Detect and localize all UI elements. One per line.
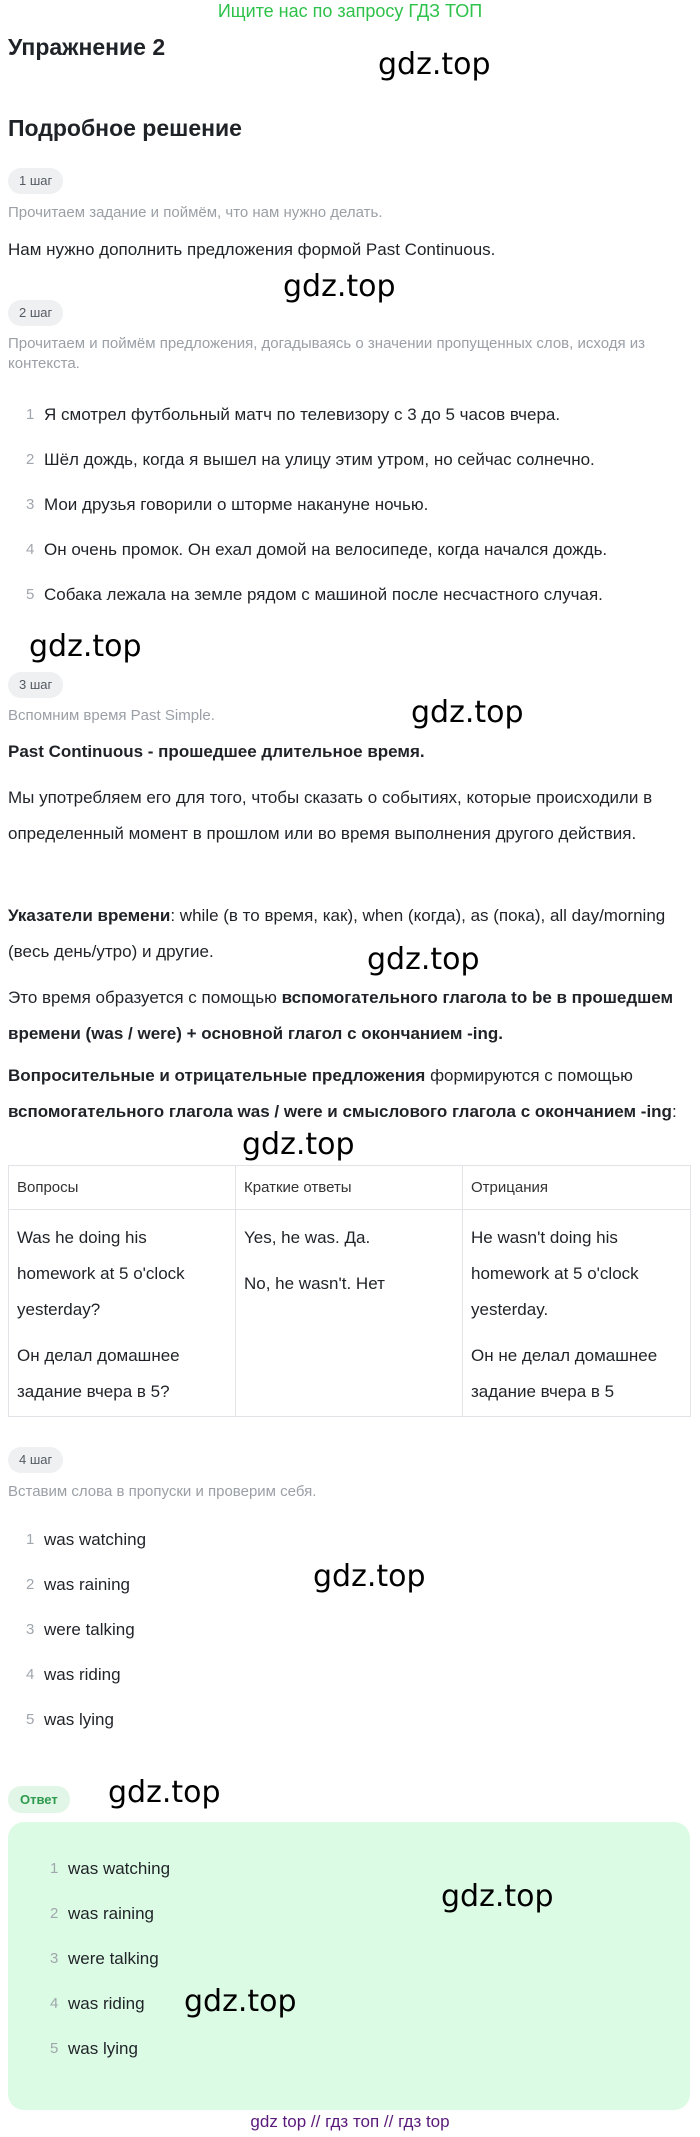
list-item: 4 Он очень промок. Он ехал домой на велосипеде, когда начался дождь. xyxy=(26,539,608,559)
table-cell: Was he doing his homework at 5 o'clock yesterday? Он делал домашнее задание вчера в 5? xyxy=(9,1210,236,1417)
list-item: 3 were talking xyxy=(50,1948,159,1968)
watermark: gdz.top xyxy=(411,695,524,730)
questions-rule: Вопросительные и отрицательные предложения формируются с помощью вспомогательного глагола was / were и смыслового глагола с окончанием -ing: xyxy=(8,1066,677,1121)
answers-list xyxy=(8,1517,688,1742)
list-item: 3 were talking xyxy=(26,1619,135,1639)
watermark: gdz.top xyxy=(378,47,491,82)
table-cell: Yes, he was. Да. No, he wasn't. Нет xyxy=(236,1210,463,1417)
answer-box xyxy=(8,1822,690,2110)
watermark: gdz.top xyxy=(367,942,480,977)
step-badge: 4 шаг xyxy=(8,1447,63,1473)
watermark: gdz.top xyxy=(108,1775,221,1810)
time-markers: Указатели времени: while (в то время, как), when (когда), as (пока), all day/morning (весь день/утро) и другие. xyxy=(8,906,666,961)
list-item: 2 was raining xyxy=(26,1574,130,1594)
list-item: 4 was riding xyxy=(26,1664,121,1684)
watermark: gdz.top xyxy=(441,1879,554,1914)
step-hint: Прочитаем задание и поймём, что нам нужно делать. xyxy=(8,204,383,221)
table-row xyxy=(9,1210,691,1417)
answer-badge: Ответ xyxy=(8,1786,70,1813)
exercise-title: Упражнение 2 xyxy=(8,34,166,60)
table-header: Краткие ответы xyxy=(236,1166,463,1210)
table-header: Вопросы xyxy=(9,1166,236,1210)
list-item: 2 Шёл дождь, когда я вышел на улицу этим утром, но сейчас солнечно. xyxy=(26,449,595,469)
table-header: Отрицания xyxy=(463,1166,691,1210)
list-item: 1 was watching xyxy=(50,1858,171,1878)
list-item: 5 was lying xyxy=(50,2038,138,2058)
list-item: 2 was raining xyxy=(50,1903,154,1923)
watermark: gdz.top xyxy=(283,269,396,304)
usage-text: Мы употребляем его для того, чтобы сказать о событиях, которые происходили в определенный момент в прошлом или во время выполнения другого действия. xyxy=(8,788,653,843)
solution-heading: Подробное решение xyxy=(8,115,242,141)
footer-links[interactable]: gdz top // гдз топ // гдз top xyxy=(250,2112,450,2131)
list-item: 1 Я смотрел футбольный матч по телевизору с 3 до 5 часов вчера. xyxy=(26,404,561,424)
list-item: 4 was riding xyxy=(50,1993,145,2013)
top-banner-link[interactable]: Ищите нас по запросу ГДЗ ТОП xyxy=(217,1,483,21)
step-hint: Прочитаем и поймём предложения, догадываясь о значении пропущенных слов, исходя из контекста. xyxy=(8,335,646,372)
step-hint: Вспомним время Past Simple. xyxy=(8,707,215,724)
definition: Past Continuous - прошедшее длительное время. xyxy=(8,742,425,761)
list-item: 1 was watching xyxy=(26,1529,147,1549)
step-badge: 1 шаг xyxy=(8,168,63,194)
sentence-list xyxy=(8,392,688,617)
formation-rule: Это время образуется с помощью вспомогательного глагола to be в прошедшем времени (was / were) + основной глагол с окончанием -ing. xyxy=(8,988,674,1043)
list-item: 5 was lying xyxy=(26,1709,114,1729)
step-hint: Вставим слова в пропуски и проверим себя. xyxy=(8,1483,317,1500)
table-cell: He wasn't doing his homework at 5 o'clock yesterday. Он не делал домашнее задание вчера в 5 xyxy=(463,1210,691,1417)
answer-list xyxy=(32,1846,652,2071)
list-item: 5 Собака лежала на земле рядом с машиной после несчастного случая. xyxy=(26,584,603,604)
watermark: gdz.top xyxy=(313,1559,426,1594)
step-badge: 2 шаг xyxy=(8,300,63,326)
table-header-row xyxy=(9,1166,691,1210)
watermark: gdz.top xyxy=(184,1984,297,2019)
step-badge: 3 шаг xyxy=(8,672,63,698)
watermark: gdz.top xyxy=(242,1127,355,1162)
step-text: Нам нужно дополнить предложения формой Past Continuous. xyxy=(8,240,496,259)
grammar-table xyxy=(8,1165,691,1417)
watermark: gdz.top xyxy=(29,629,142,664)
list-item: 3 Мои друзья говорили о шторме накануне ночью. xyxy=(26,494,429,514)
